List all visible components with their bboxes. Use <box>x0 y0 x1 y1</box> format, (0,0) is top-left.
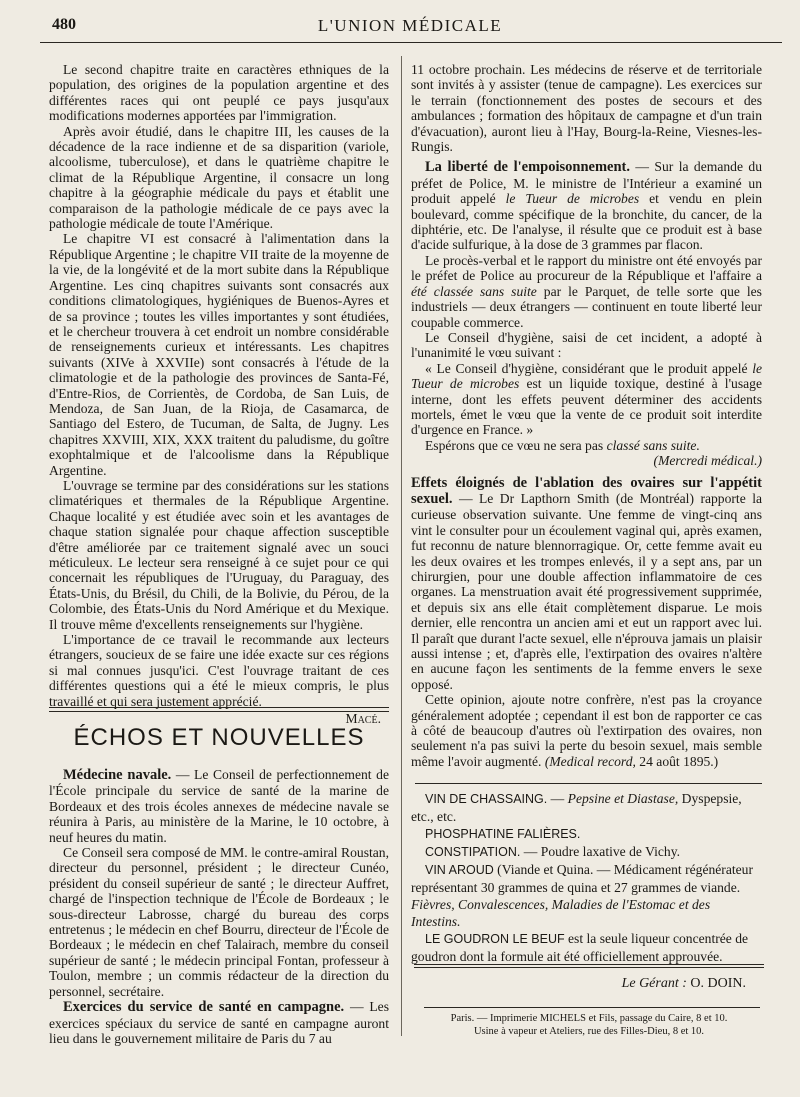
effets-paragraph-2 <box>411 692 762 769</box>
liberte-italic-a: le Tueur de microbes <box>505 191 640 207</box>
medecine-navale-paragraph-2: Ce Conseil sera composé de MM. le contre-amiral Roustan, directeur du personnel, président ; le directeur Cunéo, président du conseil supérieur de santé ; le directeur Auffret, chargé de l'inspection technique de l'École de Bordeaux ; le sous-directeur Labrosse, chargé du bureau des corps entretenus ; le médecin en chef Bourru, directeur de l'École de Bordeaux ; le médecin en chef Talairach, membre du conseil supérieur de santé ; le médecin principal Fontan, professeur à Toulon, membre ; un commis rédacteur de la direction du personnel, secrétaire. <box>49 845 389 999</box>
liberte-heading: La liberté de l'empoisonnement. <box>425 159 630 176</box>
ad-phosphatine-name: PHOSPHATINE FALIÈRES. <box>425 827 581 842</box>
review-paragraph-4: L'ouvrage se termine par des considérations sur les stations climatériques et thermales de la République Argentine. Chaque localité y est étudiée avec soin et les avantages de chaque station signalée pour chaque affection susceptible d'être améliorée par ce traitement signalé avec un souci méticuleux. Le lecteur sera renseigné à ce sujet pour ce qui concernait les républiques de l'Uruguay, du Paraguay, des États-Unis, du Brésil, du Chili, de la Bolivie, du Pérou, de la Colombie, des États-Unis du Nord Amérique et du Mexique. Il trouve même d'excellents renseignements sur l'hygiène. <box>49 477 389 632</box>
liberte-p2-b: par le Parquet, de telle sorte que les industriels — deux étrangers — continuent en toute liberté leur coupable commerce. <box>411 283 762 330</box>
ad-vin-chassaing-name: VIN DE CHASSAING. <box>425 792 548 807</box>
gerant-line <box>414 976 746 992</box>
liberte-paragraph <box>411 159 762 252</box>
imprint <box>414 1012 764 1038</box>
journal-title: L'UNION MÉDICALE <box>317 16 503 35</box>
ad-vin-chassaing <box>411 790 762 825</box>
header-rule <box>40 42 782 43</box>
review-paragraph-1: Le second chapitre traite en caractères ethniques de la population, des origines de la population argentine et des différentes races qui ont peuplé ce pays jusqu'aux modifications modernes apportées par l'immigration. <box>49 62 389 124</box>
review-paragraph-2: Après avoir étudié, dans le chapitre III, les causes de la décadence de la race indienne et de sa disparition (variole, alcoolisme, tuberculose), et dans le quatrième chapitre le climat de la République Argentine, il consacre un long chapitre à la géographie médicale du pays et établit une comparaison de la pathologie médicale de ce pays avec la pathologie médicale de toute l'Amérique. <box>49 123 389 232</box>
footer-rule <box>414 964 764 968</box>
liberte-paragraph-3: Le Conseil d'hygiène, saisi de cet incident, a adopté à l'unanimité le vœu suivant : <box>411 329 762 361</box>
ad-goudron-text: est la seule liqueur concentrée de goudron dont la formule ait été officiellement approuvée. <box>411 931 749 965</box>
section-title: ÉCHOS ET NOUVELLES <box>73 724 365 751</box>
medecine-navale-heading: Médecine navale. <box>63 767 172 783</box>
effets-heading: Effets éloignés de l'ablation des ovaires sur l'appétit sexuel. <box>411 474 762 507</box>
effets-p2-italic: (Medical record, <box>544 753 636 769</box>
ad-vin-aroud <box>411 861 762 930</box>
liberte-p4-b: est un liquide toxique, destiné à l'usage interne, dont les effets peuvent déterminer des accidents mortels, émet le vœu que la vente de ce produit soit interdite d'urgence en France. » <box>411 376 762 438</box>
ad-constipation <box>411 843 762 861</box>
ad-vin-aroud-italic: Fièvres, Convalescences, Maladies de l'Estomac et des Intestins. <box>411 897 711 930</box>
page-header <box>40 16 780 38</box>
ad-vin-chassaing-dash: — <box>547 791 568 807</box>
ad-constipation-name: CONSTIPATION. <box>425 845 521 860</box>
liberte-p5-a: Espérons que ce vœu ne sera pas <box>425 437 607 453</box>
imprint-rule <box>424 1007 760 1008</box>
right-column <box>411 62 762 965</box>
exercices-paragraph <box>49 999 389 1046</box>
medecine-navale-text: — Le Conseil de perfectionnement de l'École principale du service de santé de la marine de Bordeaux et des trois écoles annexes de médecine navale se réunira à Paris, au ministère de la Marine, le 10 octobre, à neuf heures du matin. <box>49 767 389 845</box>
liberte-text-b: et vendu en plein boulevard, comme spécifique de la bronchite, du cancer, de la diphtérie, etc. De l'analyse, il résulte que ce produit est à base d'acide sulfurique, à la dose de 3 grammes par flacon. <box>411 191 762 253</box>
exercices-continuation: 11 octobre prochain. Les médecins de réserve et de territoriale sont invités à y assister (tenue de campagne). Les exercices sur le terrain (fonctionnement des postes de secours et des ambulances ; formation des hôpitaux de campagne et d'un train d'évacuation), auront lieu à l'Hay, Bourg-la-Reine, Viesnes-les-Rungis. <box>411 62 762 155</box>
gerant-name: O. DOIN. <box>686 976 746 991</box>
left-column-news <box>49 767 389 1046</box>
ad-goudron-name: LE GOUDRON LE BEUF <box>425 932 565 947</box>
effets-p2-b: 24 août 1895.) <box>635 753 719 769</box>
effets-paragraph <box>411 475 762 693</box>
ads-rule <box>415 783 762 784</box>
ad-vin-aroud-text: (Viande et Quina. — Médicament régénérateur représentant 30 grammes de quina et 27 grammes de viande. <box>411 862 754 896</box>
ad-phosphatine <box>411 825 762 843</box>
review-signature: Macé. <box>345 711 381 727</box>
liberte-p4-a: « Le Conseil d'hygiène, considérant que le produit appelé <box>425 360 753 376</box>
liberte-text-a: — Sur la demande du préfet de Police, M. le ministre de l'Intérieur a examiné un produit appelé <box>411 159 762 207</box>
imprint-line-1: Paris. — Imprimerie MICHELS et Fils, passage du Caire, 8 et 10. <box>450 1013 728 1024</box>
review-paragraph-3: Le chapitre VI est consacré à l'alimentation dans la République Argentine ; le chapitre VII traite de la moyenne de la vie, de la longévité et de la mort subite dans la République Argentine. Les cinq chapitres suivants sont consacrés aux conditions climatologiques, hygiéniques de Buenos-Ayres et de sa province ; toutes les villes importantes y sont étudiées, et le chercheur trouvera à cet endroit un nombre considérable de renseignements curieux et intéressants. Les chapitres suivants (XIVe à XXVIIe) sont consacrés à l'étude de la climatologie et de la pathologie des provinces de Santa-Fé, d'Entre-Rios, de Corrientès, de Cordoba, de San Luis, de Mendoza, de San Juan, de la Rioja, de Casamarca, de Santiago del Estero, de Tucuman, de Salta, de Jugny. Les chapitres XXVIII, XIX, XXX traitent du paludisme, du goître exophtalmique et de l'alcoolisme dans la République Argentine. <box>49 231 389 478</box>
left-column <box>49 62 389 726</box>
ads-block <box>411 790 762 965</box>
liberte-p5-italic: classé sans suite. <box>606 437 700 453</box>
liberte-paragraph-5 <box>411 438 762 453</box>
imprint-line-2: Usine à vapeur et Ateliers, rue des Filles-Dieu, 8 et 10. <box>473 1026 705 1037</box>
exercices-text: — Les exercices spéciaux du service de santé en campagne auront lieu dans le gouvernement militaire de Paris du 7 au <box>49 999 389 1046</box>
column-divider <box>401 56 402 1036</box>
medecine-navale-paragraph <box>49 767 389 845</box>
ad-constipation-text: — Poudre laxative de Vichy. <box>520 844 681 860</box>
liberte-p2-italic: été classée sans suite <box>411 283 537 299</box>
ad-goudron <box>411 930 762 965</box>
effets-text: — Le Dr Lapthorn Smith (de Montréal) rapporte la curieuse observation suivante. Une femme de vingt-cinq ans vint le consulter pour un écoulement vaginal qui, après examen, fut reconnu de nature blennorragique. Or, cette femme avait eu les deux ovaires et les trompes enlevés, il y a sept ans, par un chirurgien, pour une double affection inflammatoire de ces organes. La menstruation avait été progressivement supprimée, et depuis six ans elle était complètement disparue. Le mois dernier, elle rencontra un ancien ami et eut un rapport avec lui. Il paraît que durant l'acte sexuel, elle n'éprouva jamais un plaisir aussi intense ; et, d'après elle, l'extirpation des ovaires n'altère en aucune façon les sentiments de la femme envers le sexe opposé. <box>411 490 762 692</box>
section-rule <box>49 707 389 712</box>
page-number: 480 <box>52 16 76 33</box>
liberte-source: (Mercredi médical.) <box>653 453 762 469</box>
ad-vin-aroud-name: VIN AROUD <box>425 863 494 878</box>
liberte-p4-italic: le Tueur de microbes <box>411 360 762 392</box>
liberte-paragraph-2 <box>411 253 762 330</box>
ad-vin-chassaing-italic: Pepsine et Diastase, <box>567 791 679 807</box>
gerant-label: Le Gérant : <box>621 976 687 991</box>
review-paragraph-5: L'importance de ce travail le recommande aux lecteurs étrangers, soucieux de se faire une idée exacte sur ces régions si mal connues jusqu'ici. C'est l'ouvrage traitant de ces différentes questions qui a été le mieux compris, le plus travaillé et qui sera justement apprécié. <box>49 632 389 709</box>
effets-p2-a: Cette opinion, ajoute notre confrère, n'est pas la croyance généralement adoptée ; cependant il est bon de rapporter ce cas à côté de beaucoup d'autres où l'extirpation des ovaires, non seulement n'a pas suivi la perte du besoin sexuel, mais semble même l'avoir augmenté. <box>411 692 762 769</box>
exercices-heading: Exercices du service de santé en campagne. <box>63 999 345 1016</box>
liberte-p2-a: Le procès-verbal et le rapport du ministre ont été envoyés par le préfet de Police au procureur de la République et l'affaire a <box>411 252 762 284</box>
liberte-paragraph-4 <box>411 361 762 438</box>
ad-vin-chassaing-text: Dyspepsie, etc., etc. <box>411 791 742 825</box>
